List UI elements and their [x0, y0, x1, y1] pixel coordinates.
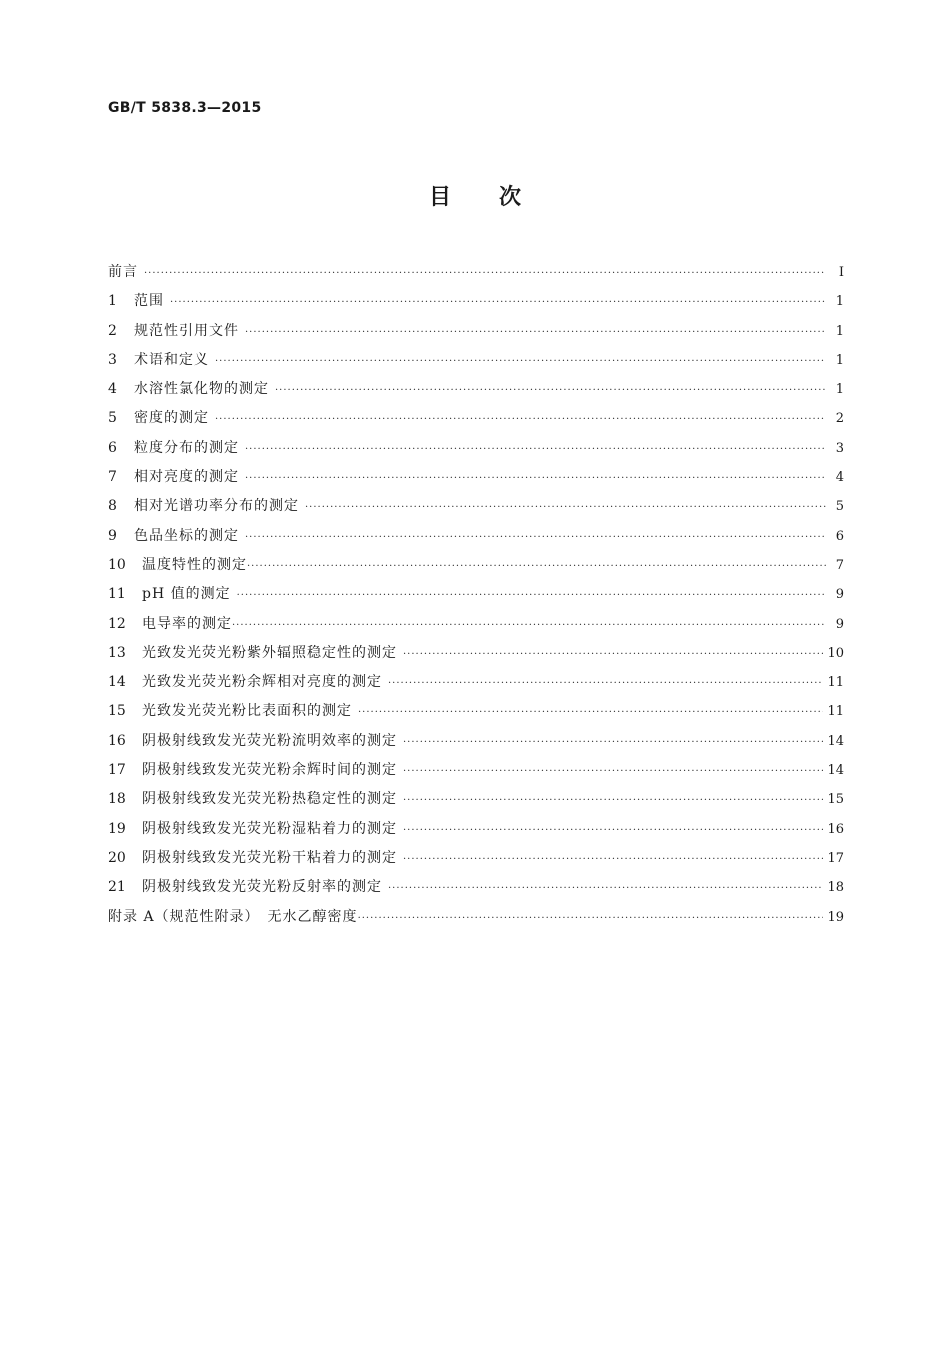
toc-leader-dots [245, 318, 826, 347]
toc-entry-title: 温度特性的测定 [142, 556, 247, 573]
toc-entry[interactable] [108, 668, 844, 697]
toc-entry[interactable] [108, 785, 844, 814]
toc-entry-title: 规范性引用文件 [134, 322, 239, 339]
toc-entry-number: 5 [108, 410, 117, 427]
toc-entry[interactable] [108, 346, 844, 375]
toc-entry-page: 1 [835, 382, 844, 398]
toc-entry-page: 11 [827, 704, 844, 720]
toc-entry-page: 5 [835, 499, 844, 515]
toc-leader-dots [403, 816, 823, 845]
table-of-contents [108, 258, 844, 932]
toc-entry-title: 术语和定义 [134, 351, 209, 368]
toc-entry-number: 16 [108, 732, 126, 749]
toc-entry-title: 电导率的测定 [142, 615, 232, 632]
toc-entry-page: 1 [835, 294, 844, 310]
toc-leader-dots [403, 728, 823, 757]
toc-entry-number: 6 [108, 439, 117, 456]
toc-entry[interactable] [108, 492, 844, 521]
toc-entry[interactable] [108, 903, 844, 932]
toc-leader-dots [144, 259, 826, 288]
toc-entry[interactable] [108, 434, 844, 463]
toc-entry-number: 1 [108, 293, 117, 310]
toc-entry-page: 2 [835, 411, 844, 427]
toc-entry-title: 前言 [108, 264, 138, 280]
toc-entry[interactable] [108, 697, 844, 726]
toc-leader-dots [403, 845, 823, 874]
toc-entry-page: 6 [835, 528, 844, 544]
toc-entry-number: 21 [108, 879, 126, 896]
toc-leader-dots [388, 874, 823, 903]
toc-entry-title: 相对光谱功率分布的测定 [134, 498, 299, 515]
toc-entry[interactable] [108, 873, 844, 902]
toc-entry-title: 阴极射线致发光荧光粉余辉时间的测定 [142, 762, 397, 779]
toc-entry-title: 阴极射线致发光荧光粉湿粘着力的测定 [142, 820, 397, 837]
toc-leader-dots [245, 523, 826, 552]
toc-entry-page: 16 [827, 821, 844, 837]
toc-entry-page: 11 [827, 675, 844, 691]
toc-entry-number: 2 [108, 322, 117, 339]
toc-entry-title: 阴极射线致发光荧光粉干粘着力的测定 [142, 849, 397, 866]
toc-entry-number: 4 [108, 381, 117, 398]
toc-entry-number: 7 [108, 469, 117, 486]
toc-entry[interactable] [108, 404, 844, 433]
toc-entry-title: pH 值的测定 [142, 586, 231, 603]
standard-code: GB/T 5838.3—2015 [108, 100, 262, 116]
page-title: 目次 [428, 185, 569, 210]
toc-entry-number: 8 [108, 498, 117, 515]
toc-entry-page: 9 [835, 587, 844, 603]
toc-entry-number: 13 [108, 644, 126, 661]
toc-entry[interactable] [108, 756, 844, 785]
toc-entry-number: 15 [108, 703, 126, 720]
toc-entry-page: 1 [835, 323, 844, 339]
toc-entry-number: 10 [108, 556, 126, 573]
toc-entry-page: 15 [827, 792, 844, 808]
toc-entry[interactable] [108, 639, 844, 668]
toc-entry-number: 17 [108, 762, 126, 779]
toc-entry-number: 11 [108, 586, 126, 603]
toc-leader-dots [215, 347, 826, 376]
toc-entry-page: 14 [827, 733, 844, 749]
toc-leader-dots [403, 757, 823, 786]
toc-entry[interactable] [108, 287, 844, 316]
toc-entry[interactable] [108, 815, 844, 844]
toc-entry-title: 阴极射线致发光荧光粉热稳定性的测定 [142, 791, 397, 808]
toc-entry-number: 19 [108, 820, 126, 837]
toc-entry-page: 14 [827, 763, 844, 779]
toc-entry[interactable] [108, 727, 844, 756]
toc-leader-dots [245, 435, 826, 464]
toc-entry[interactable] [108, 551, 844, 580]
toc-entry-title: 阴极射线致发光荧光粉流明效率的测定 [142, 732, 397, 749]
toc-entry-page: 4 [835, 470, 844, 486]
toc-leader-dots [247, 552, 826, 581]
toc-entry-page: 18 [827, 880, 844, 896]
toc-entry[interactable] [108, 463, 844, 492]
toc-entry-page: 19 [827, 909, 844, 925]
toc-leader-dots [358, 698, 823, 727]
toc-entry-number: 20 [108, 849, 126, 866]
toc-entry-page: 7 [835, 557, 844, 573]
toc-entry-title: 附录 A（规范性附录） 无水乙醇密度 [108, 908, 358, 925]
toc-entry-number: 14 [108, 674, 126, 691]
toc-entry-title: 光致发光荧光粉余辉相对亮度的测定 [142, 674, 382, 691]
toc-leader-dots [232, 611, 826, 640]
toc-entry-title: 阴极射线致发光荧光粉反射率的测定 [142, 879, 382, 896]
toc-entry-number: 9 [108, 527, 117, 544]
toc-leader-dots [403, 640, 823, 669]
toc-entry-title: 光致发光荧光粉比表面积的测定 [142, 703, 352, 720]
toc-leader-dots [245, 464, 826, 493]
toc-entry[interactable] [108, 522, 844, 551]
toc-entry-title: 水溶性氯化物的测定 [134, 381, 269, 398]
toc-entry[interactable] [108, 317, 844, 346]
toc-entry-page: 3 [835, 440, 844, 456]
toc-leader-dots [275, 376, 826, 405]
toc-entry-title: 相对亮度的测定 [134, 469, 239, 486]
toc-entry-title: 色品坐标的测定 [134, 527, 239, 544]
toc-entry-page: 1 [835, 352, 844, 368]
toc-entry-title: 粒度分布的测定 [134, 439, 239, 456]
toc-entry-title: 光致发光荧光粉紫外辐照稳定性的测定 [142, 644, 397, 661]
toc-entry[interactable] [108, 610, 844, 639]
toc-leader-dots [403, 786, 823, 815]
toc-entry-page: 10 [827, 645, 844, 661]
toc-entry[interactable] [108, 580, 844, 609]
toc-leader-dots [388, 669, 823, 698]
toc-entry-page: 9 [835, 616, 844, 632]
toc-entry-title: 范围 [134, 293, 164, 310]
toc-entry[interactable] [108, 844, 844, 873]
toc-entry-title: 密度的测定 [134, 410, 209, 427]
toc-entry-page: 17 [827, 850, 844, 866]
toc-entry-page: Ⅰ [838, 265, 844, 280]
toc-leader-dots [237, 581, 826, 610]
toc-entry-number: 18 [108, 791, 126, 808]
toc-entry[interactable] [108, 258, 844, 287]
toc-leader-dots [358, 904, 824, 933]
toc-leader-dots [305, 493, 826, 522]
toc-leader-dots [170, 288, 826, 317]
toc-entry-number: 3 [108, 351, 117, 368]
toc-leader-dots [215, 405, 826, 434]
toc-entry-number: 12 [108, 615, 126, 632]
toc-entry[interactable] [108, 375, 844, 404]
